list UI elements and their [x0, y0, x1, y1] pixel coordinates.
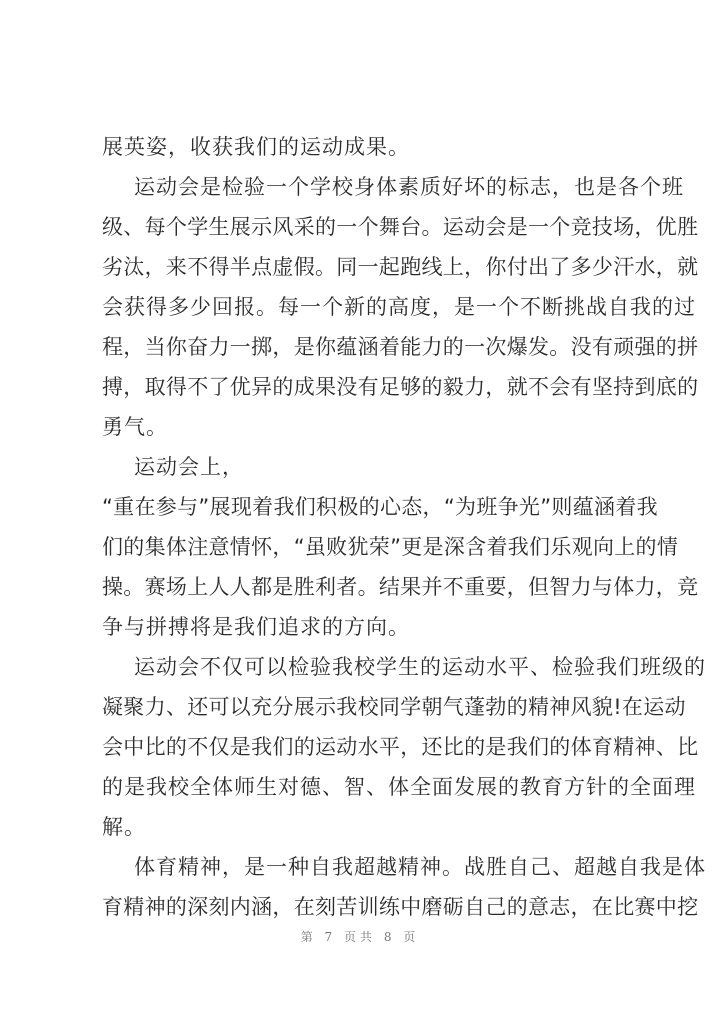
text-line: 会获得多少回报。每一个新的高度，是一个不断挑战自我的过: [102, 295, 696, 319]
text-line: 勇气。: [102, 415, 168, 439]
text-line: 育精神的深刻内涵，在刻苦训练中磨砺自己的意志，在比赛中挖: [102, 895, 699, 919]
text-line: 级、每个学生展示风采的一个舞台。运动会是一个竞技场，优胜: [102, 215, 699, 239]
text-line: 劣汰，来不得半点虚假。同一起跑线上，你付出了多少汗水，就: [102, 255, 699, 279]
text-line: 运动会上，: [134, 455, 244, 479]
text-line: 凝聚力、还可以充分展示我校同学朝气蓬勃的精神风貌!在运动: [102, 695, 686, 719]
text-line: 运动会不仅可以检验我校学生的运动水平、检验我们班级的: [134, 655, 706, 679]
text-line: 程，当你奋力一掷，是你蕴涵着能力的一次爆发。没有顽强的拼: [102, 335, 699, 359]
text-line: 争与拼搏将是我们追求的方向。: [102, 615, 410, 639]
text-line: 体育精神，是一种自我超越精神。战胜自己、超越自我是体: [134, 855, 706, 879]
text-line: “重在参与”展现着我们积极的心态，“为班争光”则蕴涵着我: [102, 495, 658, 519]
page-number-footer: 第 7 页共 8 页: [300, 930, 420, 944]
text-line: 们的集体注意情怀，“虽败犹荣”更是深含着我们乐观向上的情: [102, 535, 679, 559]
text-line: 会中比的不仅是我们的运动水平，还比的是我们的体育精神、比: [102, 735, 699, 759]
text-line: 运动会是检验一个学校身体素质好坏的标志，也是各个班: [134, 175, 684, 199]
text-line: 的是我校全体师生对德、智、体全面发展的教育方针的全面理: [102, 775, 696, 799]
text-line: 展英姿，收获我们的运动成果。: [102, 135, 410, 159]
text-line: 解。: [102, 815, 146, 839]
text-line: 搏，取得不了优异的成果没有足够的毅力，就不会有坚持到底的: [102, 375, 699, 399]
text-line: 操。赛场上人人都是胜利者。结果并不重要，但智力与体力，竞: [102, 575, 699, 599]
